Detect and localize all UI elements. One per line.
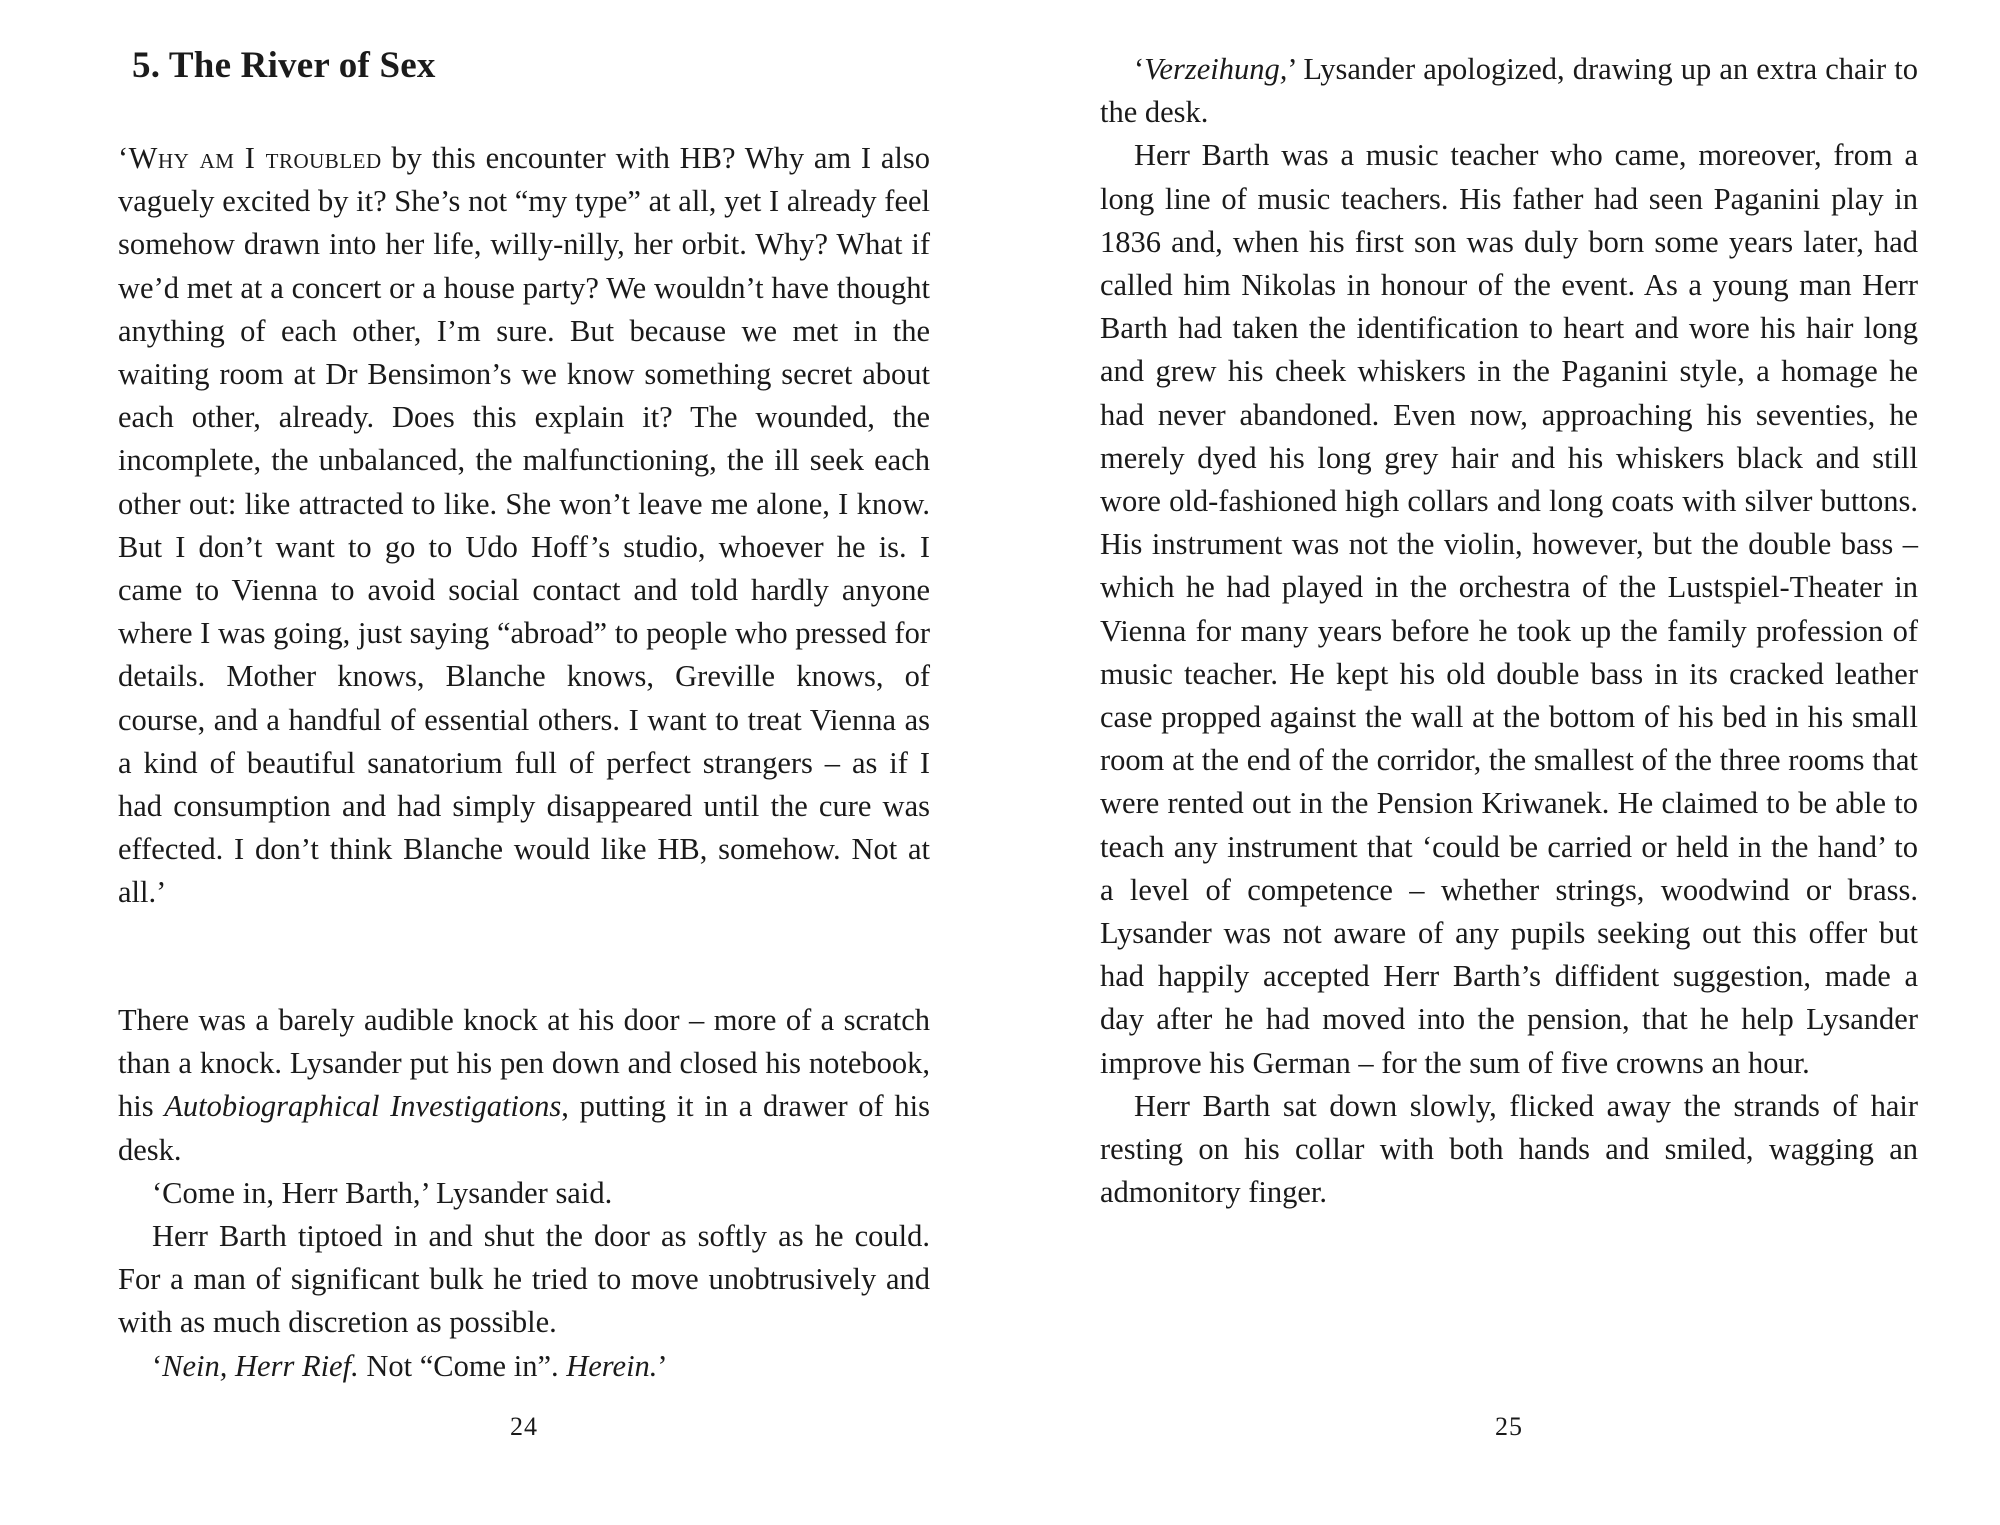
narrative-block (118, 999, 930, 1388)
german-phrase: Verzeihung, (1144, 52, 1288, 86)
quote-mark: ’ (657, 1348, 668, 1383)
narrative-text: ’ Lysander apologized, drawing up an extra chair to the desk. (1100, 52, 1918, 130)
narrative-paragraph-2: ‘Come in, Herr Barth,’ Lysander said. (152, 1175, 613, 1210)
german-phrase: Herein. (566, 1348, 658, 1383)
right-paragraph-1 (1100, 48, 1918, 134)
right-paragraph-3: Herr Barth sat down slowly, flicked away the strands of hair resting on his collar with both hands and smiled, wagging an admonitory finger. (1100, 1088, 1918, 1210)
narrative-text: Not “Come in”. (358, 1348, 567, 1383)
right-page (1100, 0, 1918, 1525)
right-text-block (1100, 48, 1918, 1214)
page-number: 25 (1495, 1412, 1523, 1441)
right-paragraph-2: Herr Barth was a music teacher who came, moreover, from a long line of music teachers. His father had seen Paganini play in 1836 and, when his first son was duly born some years later, had called him Nikolas in honour of the event. As a young man Herr Barth had taken the identification to heart and wore his hair long and grew his cheek whiskers in the Paganini style, a homage he had never abandoned. Even now, approaching his seventies, he merely dyed his long grey hair and his whiskers black and still wore old-fashioned high collars and long coats with silver buttons. His instrument was not the violin, however, but the double bass – which he had played in the orchestra of the Lustspiel-Theater in Vienna for many years before he took up the family profession of music teacher. He kept his old double bass in its cracked leather case propped against the wall at the bottom of his bed in his small room at the end of the corridor, the smallest of the three rooms that were rented out in the Pension Kriwanek. He claimed to be able to teach any instrument that ‘could be carried or held in the hand’ to a level of competence – whether strings, woodwind or brass. Lysander was not aware of any pupils seeking out this offer but had happily accepted Herr Barth’s diffident suggestion, made a day after he had moved into the pension, that he help Lysander improve his German – for the sum of five crowns an hour. (1100, 138, 1918, 1080)
quote-mark: ‘ (152, 1348, 163, 1383)
narrative-paragraph-4 (118, 1345, 930, 1388)
journal-entry-paragraph (118, 137, 930, 915)
notebook-title: Autobiographical Investigations (164, 1089, 562, 1124)
narrative-text: , putting it in a drawer of his desk. (118, 1089, 930, 1167)
chapter-title: 5. The River of Sex (132, 45, 436, 86)
journal-entry-block (118, 137, 930, 915)
narrative-text: There was a barely audible knock at his door – more of a scratch than a knock. Lysander put his pen down and closed his notebook, his (118, 1003, 930, 1124)
quote-mark: ‘ (1134, 52, 1145, 86)
page-number: 24 (510, 1412, 538, 1441)
journal-entry-text: by this encounter with HB? Why am I also vaguely excited by it? She’s not “my type” at all, yet I already feel somehow drawn into her life, willy-nilly, her orbit. Why? What if we’d met at a concert or a house party? We wouldn’t have thought anything of each other, I’m sure. But because we met in the waiting room at Dr Bensimon’s we know something secret about each other, already. Does this explain it? The wounded, the incomplete, the unbalanced, the malfunctioning, the ill seek each other out: like attracted to like. She won’t leave me alone, I know. But I don’t want to go to Udo Hoff’s studio, whoever he is. I came to Vienna to avoid social contact and told hardly anyone where I was going, just saying “abroad” to people who pressed for details. Mother knows, Blanche knows, Greville knows, of course, and a handful of essential others. I want to treat Vienna as a kind of beautiful sanatorium full of perfect strangers – as if I had consumption and had simply disappeared until the cure was effected. I don’t think Blanche would like HB, somehow. Not at all.’ (118, 141, 930, 910)
left-page (118, 0, 930, 1525)
german-phrase: Nein, Herr Rief. (162, 1348, 359, 1383)
narrative-paragraph-3: Herr Barth tiptoed in and shut the door as softly as he could. For a man of significant bulk he tried to move unobtrusively and with as much discretion as possible. (118, 1219, 930, 1340)
journal-entry-opening: ‘Why am I troubled (118, 141, 382, 175)
narrative-paragraph-1 (118, 999, 930, 1172)
